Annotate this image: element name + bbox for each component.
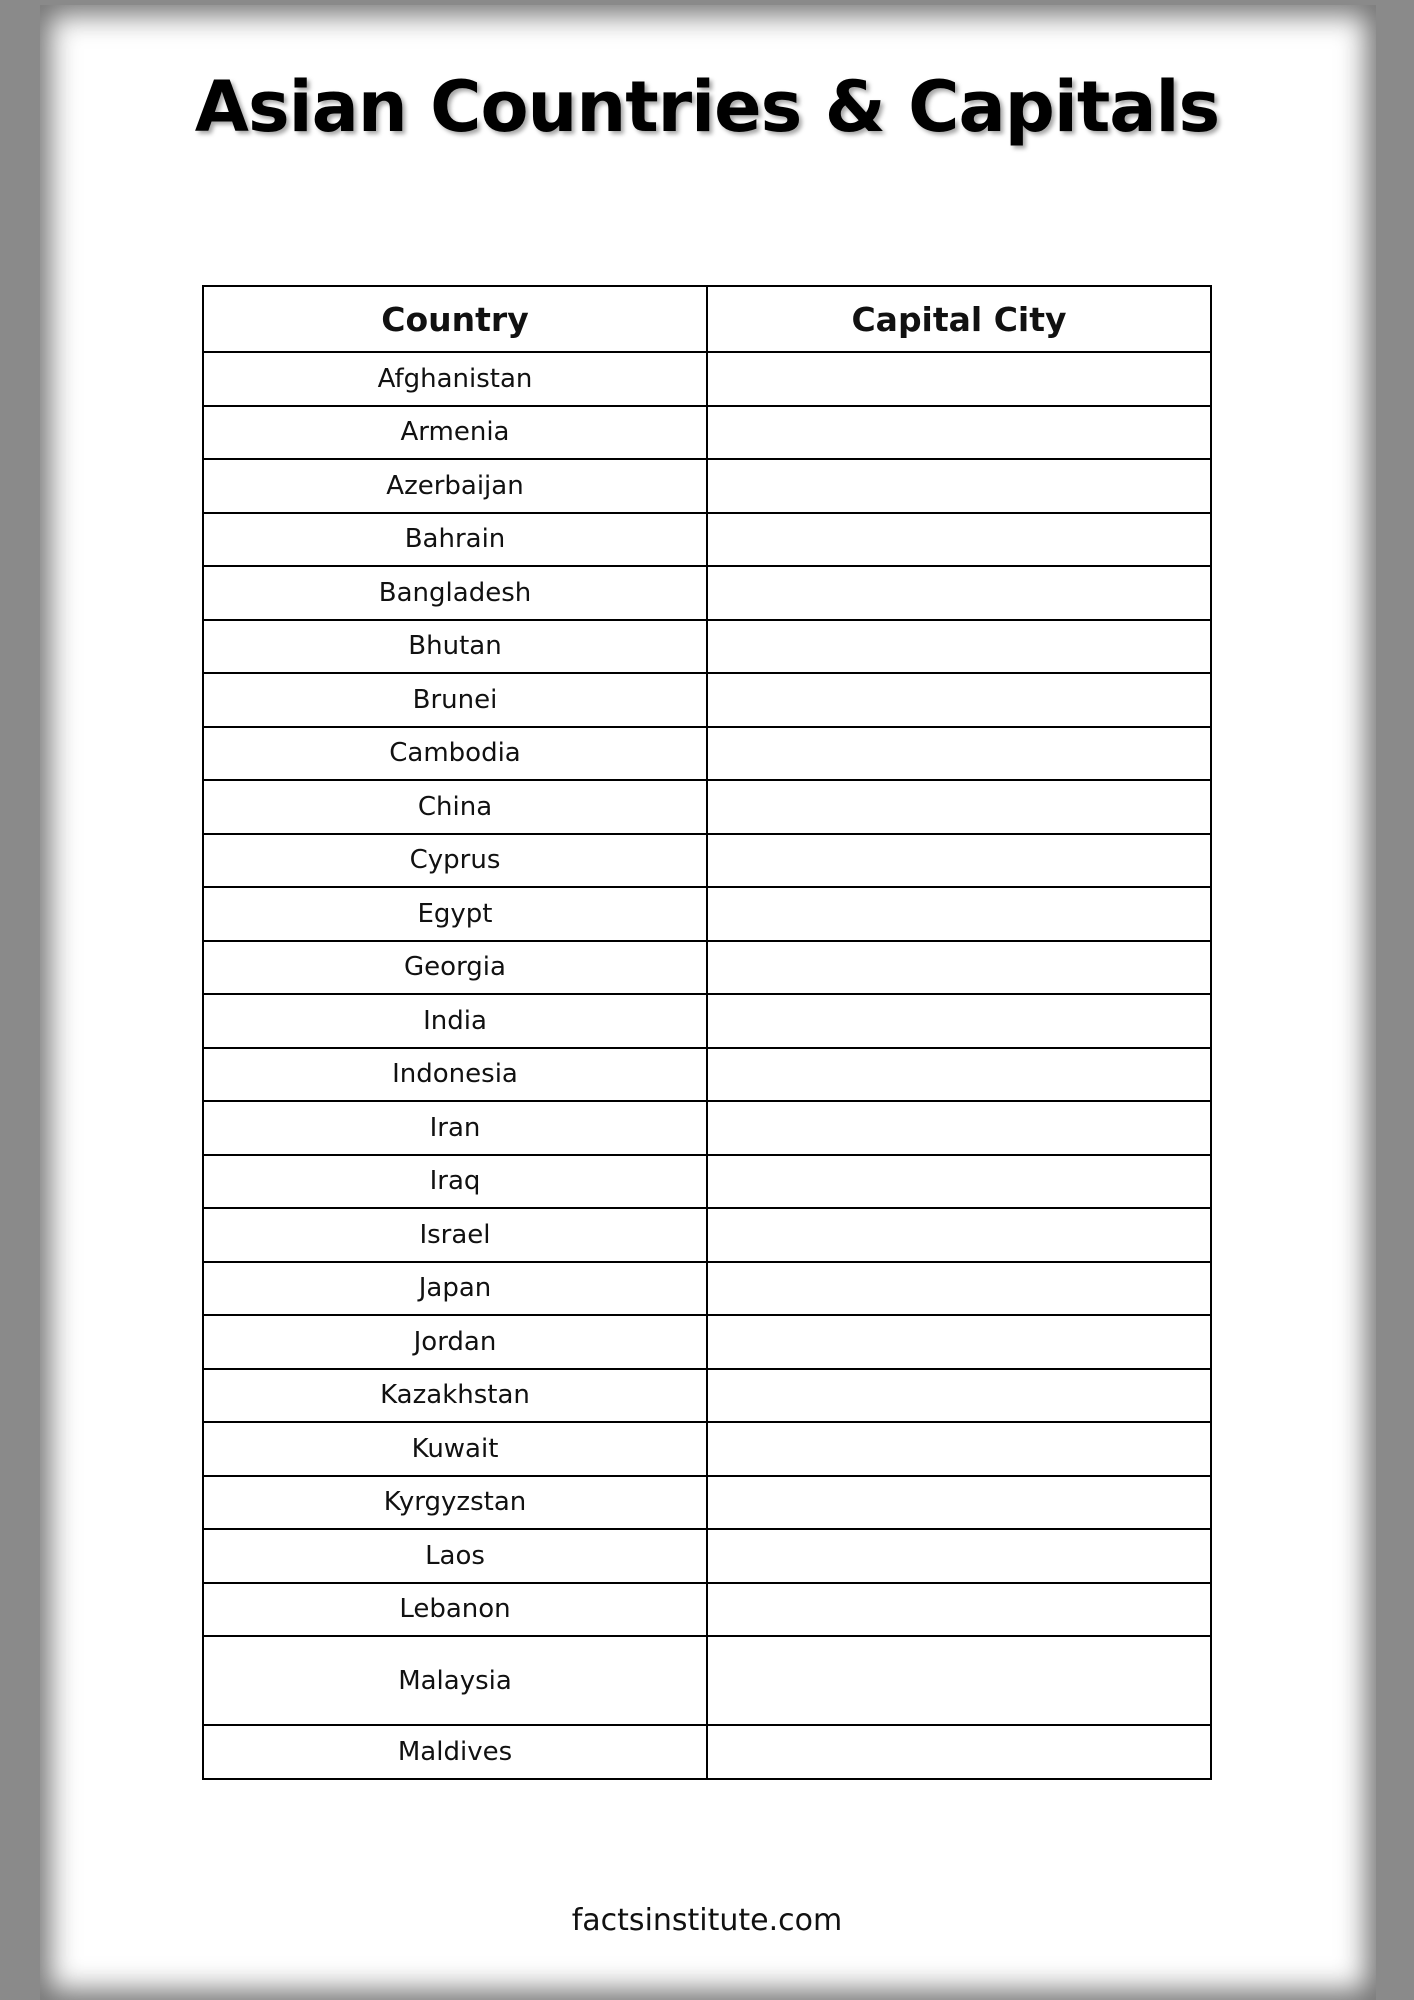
table-row xyxy=(203,1208,1211,1262)
capital-answer-cell[interactable] xyxy=(707,566,1211,620)
table-row xyxy=(203,1155,1211,1209)
country-cell: Japan xyxy=(203,1262,707,1316)
table-row xyxy=(203,1101,1211,1155)
capital-answer-cell[interactable] xyxy=(707,352,1211,406)
table-row xyxy=(203,780,1211,834)
country-cell: Afghanistan xyxy=(203,352,707,406)
country-cell: Israel xyxy=(203,1208,707,1262)
country-cell: Kyrgyzstan xyxy=(203,1476,707,1530)
country-cell: Kuwait xyxy=(203,1422,707,1476)
country-cell: India xyxy=(203,994,707,1048)
country-cell: Jordan xyxy=(203,1315,707,1369)
page-title: Asian Countries & Capitals xyxy=(194,66,1220,148)
table-row xyxy=(203,1529,1211,1583)
country-cell: Georgia xyxy=(203,941,707,995)
capital-answer-cell[interactable] xyxy=(707,941,1211,995)
country-cell: Bahrain xyxy=(203,513,707,567)
table-row xyxy=(203,673,1211,727)
country-cell: Armenia xyxy=(203,406,707,460)
capital-answer-cell[interactable] xyxy=(707,1476,1211,1530)
country-cell: Maldives xyxy=(203,1725,707,1779)
table-row xyxy=(203,887,1211,941)
capital-answer-cell[interactable] xyxy=(707,780,1211,834)
country-cell: Iran xyxy=(203,1101,707,1155)
country-cell: Azerbaijan xyxy=(203,459,707,513)
table-row xyxy=(203,834,1211,888)
table-row xyxy=(203,1048,1211,1102)
column-header-country: Country xyxy=(203,286,707,352)
capital-answer-cell[interactable] xyxy=(707,1208,1211,1262)
country-cell: Bangladesh xyxy=(203,566,707,620)
table-row xyxy=(203,1315,1211,1369)
country-cell: Brunei xyxy=(203,673,707,727)
capital-answer-cell[interactable] xyxy=(707,459,1211,513)
table-row xyxy=(203,513,1211,567)
country-cell: Indonesia xyxy=(203,1048,707,1102)
capital-answer-cell[interactable] xyxy=(707,620,1211,674)
capital-answer-cell[interactable] xyxy=(707,1315,1211,1369)
countries-capitals-table xyxy=(202,285,1212,1780)
capital-answer-cell[interactable] xyxy=(707,994,1211,1048)
capital-answer-cell[interactable] xyxy=(707,1725,1211,1779)
table-row xyxy=(203,1583,1211,1637)
country-cell: China xyxy=(203,780,707,834)
table-row xyxy=(203,1422,1211,1476)
country-cell: Kazakhstan xyxy=(203,1369,707,1423)
table-row xyxy=(203,1725,1211,1779)
capital-answer-cell[interactable] xyxy=(707,1048,1211,1102)
table-row xyxy=(203,941,1211,995)
country-cell: Lebanon xyxy=(203,1583,707,1637)
country-cell: Iraq xyxy=(203,1155,707,1209)
capital-answer-cell[interactable] xyxy=(707,727,1211,781)
country-cell: Laos xyxy=(203,1529,707,1583)
capital-answer-cell[interactable] xyxy=(707,513,1211,567)
capital-answer-cell[interactable] xyxy=(707,406,1211,460)
country-cell: Malaysia xyxy=(203,1636,707,1725)
table-row xyxy=(203,994,1211,1048)
capital-answer-cell[interactable] xyxy=(707,1636,1211,1725)
country-cell: Cambodia xyxy=(203,727,707,781)
capital-answer-cell[interactable] xyxy=(707,1583,1211,1637)
table-header-row xyxy=(203,286,1211,352)
table-row xyxy=(203,727,1211,781)
capital-answer-cell[interactable] xyxy=(707,1422,1211,1476)
capital-answer-cell[interactable] xyxy=(707,1155,1211,1209)
table-row xyxy=(203,566,1211,620)
capital-answer-cell[interactable] xyxy=(707,887,1211,941)
capital-answer-cell[interactable] xyxy=(707,1101,1211,1155)
table-row xyxy=(203,620,1211,674)
footer-website: factsinstitute.com xyxy=(571,1903,843,1938)
capital-answer-cell[interactable] xyxy=(707,673,1211,727)
table-row xyxy=(203,1369,1211,1423)
table-row xyxy=(203,406,1211,460)
table-row xyxy=(203,1636,1211,1725)
country-cell: Cyprus xyxy=(203,834,707,888)
capital-answer-cell[interactable] xyxy=(707,1262,1211,1316)
capital-answer-cell[interactable] xyxy=(707,834,1211,888)
country-cell: Egypt xyxy=(203,887,707,941)
table-row xyxy=(203,352,1211,406)
capital-answer-cell[interactable] xyxy=(707,1369,1211,1423)
country-cell: Bhutan xyxy=(203,620,707,674)
table-row xyxy=(203,1262,1211,1316)
table-row xyxy=(203,459,1211,513)
column-header-capital: Capital City xyxy=(707,286,1211,352)
capital-answer-cell[interactable] xyxy=(707,1529,1211,1583)
table-row xyxy=(203,1476,1211,1530)
